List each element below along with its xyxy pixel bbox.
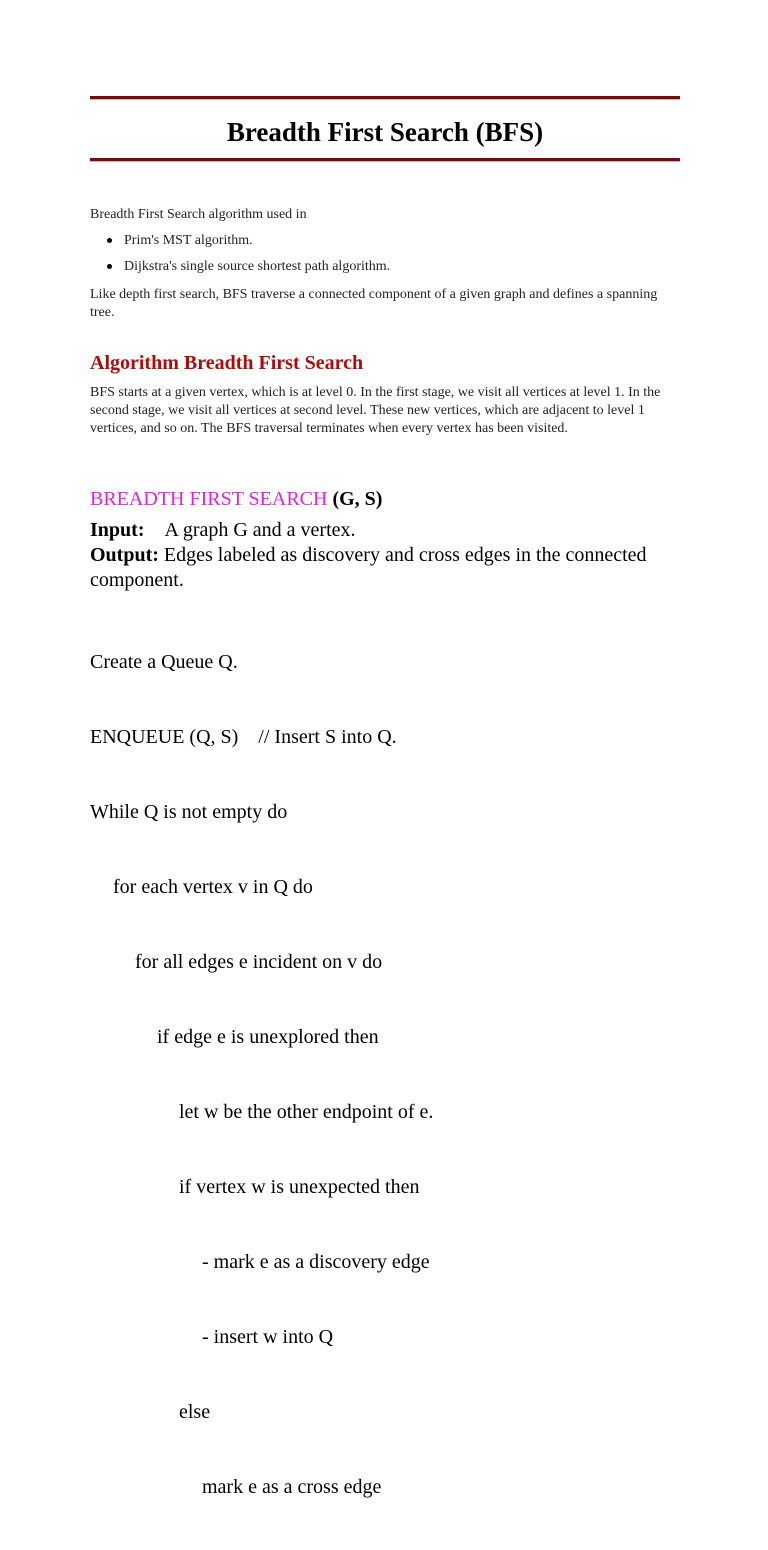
code-line: mark e as a cross edge (202, 1476, 382, 1498)
output-text: Edges labeled as discovery and cross edges in the connected component. (90, 544, 647, 591)
code-line: ENQUEUE (Q, S) // Insert S into Q. (90, 726, 397, 748)
code-line: - insert w into Q (202, 1326, 334, 1348)
code-line: if vertex w is unexpected then (179, 1176, 420, 1198)
input-text: A graph G and a vertex. (164, 519, 356, 541)
output-label: Output: (90, 544, 159, 566)
uses-list (90, 232, 390, 284)
code-line: for all edges e incident on v do (135, 951, 383, 973)
input-label: Input: (90, 519, 145, 541)
code-line: else (179, 1401, 211, 1423)
algorithm-args: (G, S) (332, 488, 383, 510)
code-line: While Q is not empty do (90, 801, 288, 823)
algorithm-output (90, 543, 680, 593)
algorithm-input (90, 518, 680, 543)
bottom-divider (90, 158, 680, 162)
algorithm-description: BFS starts at a given vertex, which is at level 0. In the first stage, we visit all vertices at level 1. In the second stage, we visit all vertices at second level. These new vertices, which are adjacent to level 1 vertices, and so on. The BFS traversal terminates when every vertex has been visited. (90, 385, 661, 436)
list-item: Prim's MST algorithm. (90, 232, 390, 258)
intro-paragraph: Like depth first search, BFS traverse a connected component of a given graph and defines a spanning tree. (90, 287, 658, 320)
algorithm-name: BREADTH FIRST SEARCH (90, 488, 328, 510)
code-line: let w be the other endpoint of e. (179, 1101, 434, 1123)
code-line: Create a Queue Q. (90, 651, 238, 673)
code-line: if edge e is unexplored then (157, 1026, 379, 1048)
top-divider (90, 96, 680, 100)
code-line: for each vertex v in Q do (113, 876, 313, 898)
section-heading: Algorithm Breadth First Search (90, 352, 364, 374)
list-item: Dijkstra's single source shortest path algorithm. (90, 258, 390, 284)
algorithm-header (90, 488, 382, 511)
pseudocode-block (90, 600, 433, 1550)
page-title: Breadth First Search (BFS) (226, 117, 544, 147)
code-line: - mark e as a discovery edge (202, 1251, 430, 1273)
intro-text: Breadth First Search algorithm used in (90, 207, 307, 222)
